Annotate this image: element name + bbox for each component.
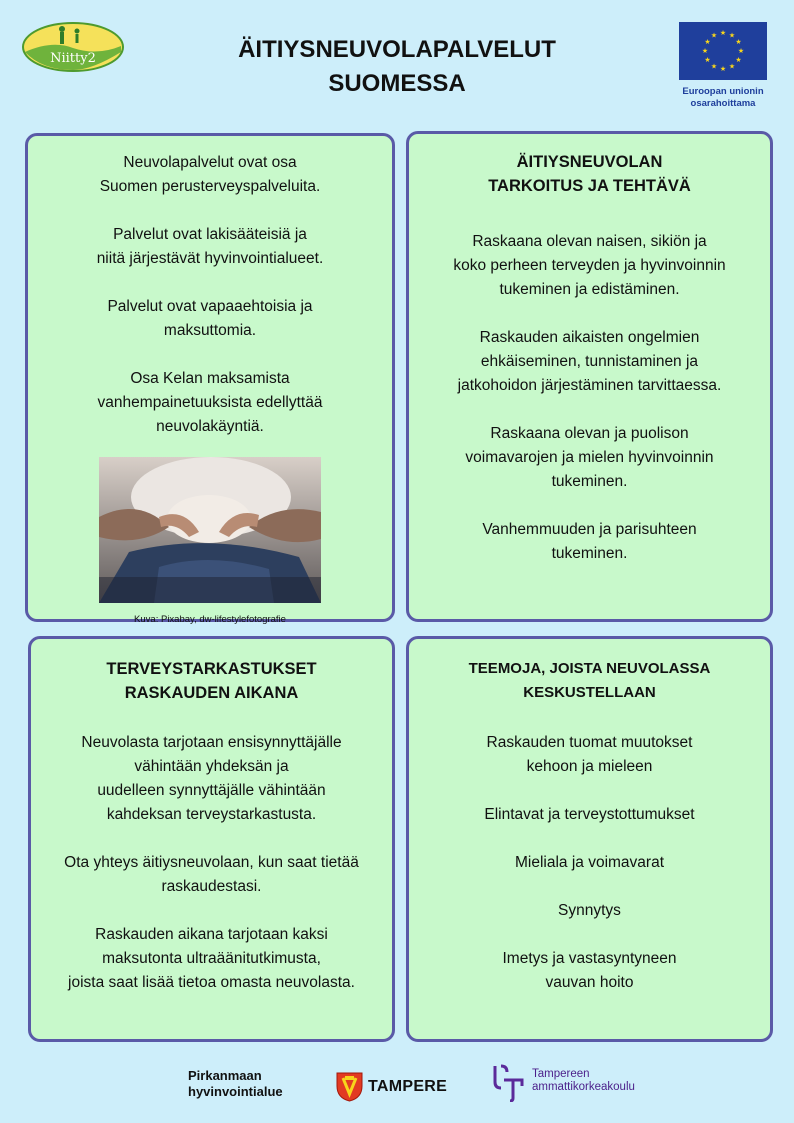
niitty-logo-text: Niitty2 <box>50 51 96 66</box>
tamk-logo: Tampereen ammattikorkeakoulu <box>492 1060 635 1102</box>
svg-text:★: ★ <box>719 29 727 37</box>
svg-text:★: ★ <box>710 62 718 71</box>
photo-credit: Kuva: Pixabay, dw-lifestylefotografie <box>134 614 286 625</box>
tampere-logo: TAMPERE <box>336 1072 447 1102</box>
tamk-symbol-icon <box>492 1060 526 1102</box>
title-line-1: ÄITIYSNEUVOLAPALVELUT <box>238 36 556 63</box>
eu-caption: Euroopan unionin osarahoittama <box>682 86 764 109</box>
footer-logos <box>0 1058 794 1108</box>
svg-text:★: ★ <box>728 62 736 71</box>
card-discussion-topics: TEEMOJA, JOISTA NEUVOLASSA KESKUSTELLAAN Raskauden tuomat muutokset kehoon ja mieleen Elintavat ja terveystottumukset Mieliala ja voimavarat Synnytys Imetys ja vastasyntyneen vauvan hoito <box>406 636 773 1042</box>
eu-funding-logo <box>673 22 773 110</box>
card-heading: TEEMOJA, JOISTA NEUVOLASSA <box>468 660 711 677</box>
svg-text:★: ★ <box>704 56 711 64</box>
niitty-logo <box>22 22 124 72</box>
svg-text:★: ★ <box>735 38 742 46</box>
title-line-2: SUOMESSA <box>328 70 466 97</box>
card-basic-info: Neuvolapalvelut ovat osa Suomen perusterveyspalveluita. Palvelut ovat lakisääteisiä ja niitä järjestävät hyvinvointialueet. Palvelut ovat vapaaehtoisia ja maksuttomia. Osa Kelan maksamista vanhempainetuuksista edellyttää neuvolakäyntiä. Kuva: Pixabay, dw-lifestylefotografie <box>25 133 395 622</box>
pregnancy-photo <box>99 457 321 603</box>
svg-text:★: ★ <box>735 56 742 64</box>
svg-text:★: ★ <box>728 31 736 40</box>
card-heading: TERVEYSTARKASTUKSET <box>106 660 317 678</box>
svg-text:★: ★ <box>701 47 709 55</box>
card-heading: ÄITIYSNEUVOLAN <box>516 153 663 171</box>
svg-text:★: ★ <box>704 38 711 46</box>
page-title <box>180 33 614 101</box>
tampere-shield-icon <box>336 1072 363 1102</box>
card-purpose: ÄITIYSNEUVOLAN TARKOITUS JA TEHTÄVÄ Raskaana olevan naisen, sikiön ja koko perheen terveyden ja hyvinvoinnin tukeminen ja edistäminen. Raskauden aikaisten ongelmien ehkäiseminen, tunnistaminen ja jatkohoidon järjestäminen tarvittaessa. Raskaana olevan ja puolison voimavarojen ja mielen hyvinvoinnin tukeminen. Vanhemmuuden ja parisuhteen tukeminen. <box>406 131 773 622</box>
svg-text:★: ★ <box>719 65 727 73</box>
svg-text:★: ★ <box>737 47 745 55</box>
eu-flag-icon <box>679 22 767 80</box>
card-health-checks: TERVEYSTARKASTUKSET RASKAUDEN AIKANA Neuvolasta tarjotaan ensisynnyttäjälle vähintään yhdeksän ja uudelleen synnyttäjälle vähintään kahdeksan terveystarkastusta. Ota yhteys äitiysneuvolaan, kun saat tietää raskaudestasi. Raskauden aikana tarjotaan kaksi maksutonta ultraäänitutkimusta, joista saat lisää tietoa omasta neuvolasta. <box>28 636 395 1042</box>
pirkanmaa-logo: Pirkanmaan hyvinvointialue <box>188 1068 283 1099</box>
svg-text:★: ★ <box>710 31 718 40</box>
